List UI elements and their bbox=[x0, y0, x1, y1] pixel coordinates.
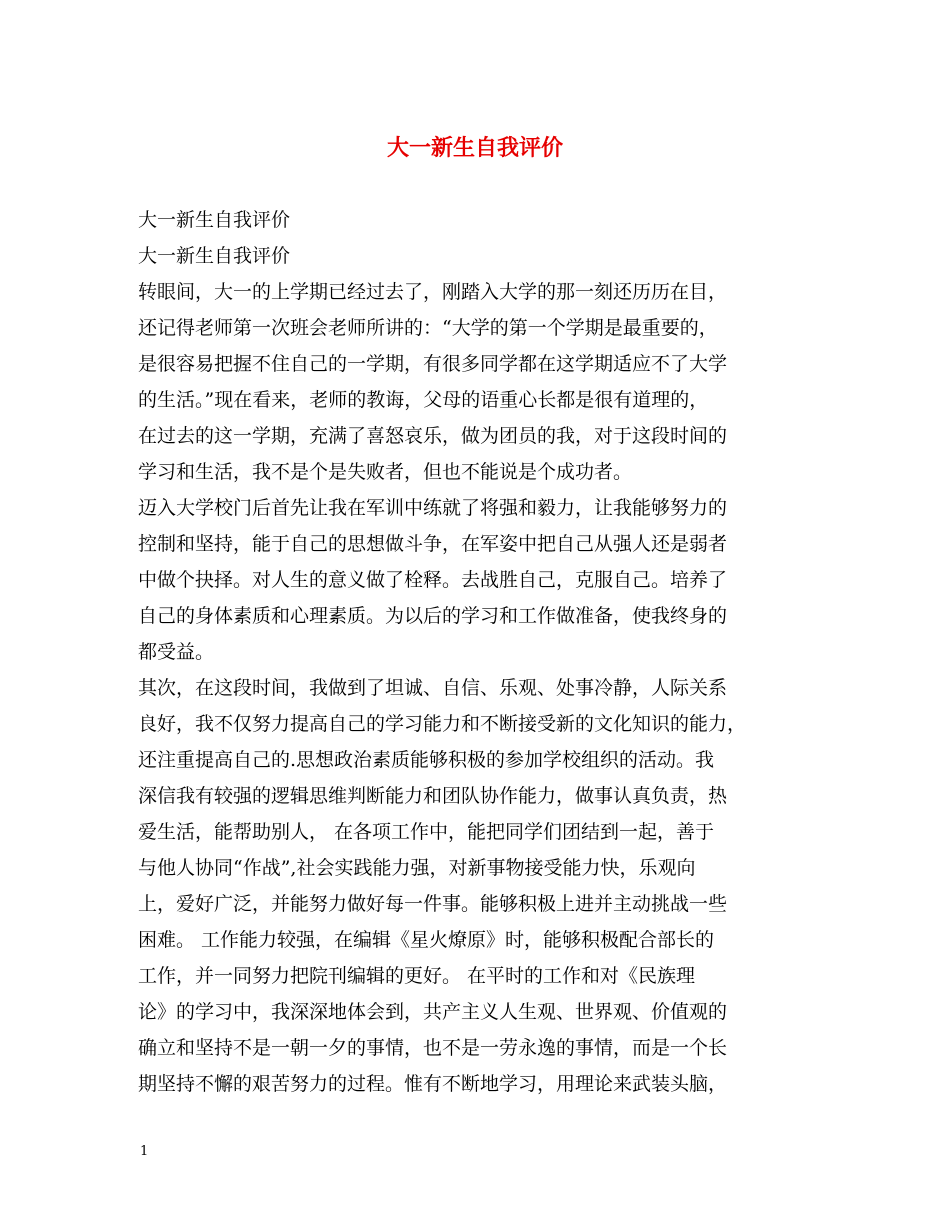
body-line: 控制和坚持，能于自己的思想做斗争，在军姿中把自己从强人还是弱者 bbox=[138, 533, 728, 555]
body-line: 还注重提高自己的.思想政治素质能够积极的参加学校组织的活动。我 bbox=[138, 749, 715, 771]
body-line: 其次，在这段时间，我做到了坦诚、自信、乐观、处事冷静，人际关系 bbox=[138, 677, 728, 699]
body-line: 自己的身体素质和心理素质。为以后的学习和工作做准备，使我终身的 bbox=[138, 605, 728, 627]
body-line: 工作，并一同努力把院刊编辑的更好。 在平时的工作和对《民族理 bbox=[138, 965, 696, 987]
body-line: 期坚持不懈的艰苦努力的过程。惟有不断地学习，用理论来武装头脑， bbox=[138, 1073, 728, 1095]
body-line: 学习和生活，我不是个是失败者，但也不能说是个成功者。 bbox=[138, 461, 633, 483]
body-line: 爱生活，能帮助别人， 在各项工作中，能把同学们团结到一起，善于 bbox=[138, 821, 715, 843]
body-line: 深信我有较强的逻辑思维判断能力和团队协作能力，做事认真负责，热 bbox=[138, 785, 728, 807]
body-line: 迈入大学校门后首先让我在军训中练就了将强和毅力，让我能够努力的 bbox=[138, 497, 728, 519]
document-title: 大一新生自我评价 bbox=[386, 135, 563, 161]
body-line: 确立和坚持不是一朝一夕的事情，也不是一劳永逸的事情，而是一个长 bbox=[138, 1037, 728, 1059]
body-line: 良好，我不仅努力提高自己的学习能力和不断接受新的文化知识的能力， bbox=[138, 713, 747, 735]
body-line: 的生活。”现在看来，老师的教诲，父母的语重心长都是很有道理的， bbox=[138, 389, 709, 411]
body-line: 还记得老师第一次班会老师所讲的：“大学的第一个学期是最重要的， bbox=[138, 317, 718, 339]
body-line: 大一新生自我评价 bbox=[138, 209, 291, 231]
body-line: 是很容易把握不住自己的一学期，有很多同学都在这学期适应不了大学 bbox=[138, 353, 728, 375]
body-line: 论》的学习中，我深深地体会到，共产主义人生观、世界观、价值观的 bbox=[138, 1001, 728, 1023]
body-line: 都受益。 bbox=[138, 641, 215, 663]
document-body bbox=[138, 202, 818, 1102]
body-line: 困难。 工作能力较强，在编辑《星火燎原》时，能够积极配合部长的 bbox=[138, 929, 715, 951]
body-line: 在过去的这一学期，充满了喜怒哀乐，做为团员的我，对于这段时间的 bbox=[138, 425, 728, 447]
body-line: 上，爱好广泛，并能努力做好每一件事。能够积极上进并主动挑战一些 bbox=[138, 893, 728, 915]
page-number: 1 bbox=[140, 1144, 149, 1159]
body-line: 转眼间，大一的上学期已经过去了，刚踏入大学的那一刻还历历在目， bbox=[138, 281, 728, 303]
body-line: 与他人协同“作战”,社会实践能力强，对新事物接受能力快，乐观向 bbox=[138, 857, 696, 879]
body-line: 中做个抉择。对人生的意义做了栓释。去战胜自己，克服自己。培养了 bbox=[138, 569, 728, 591]
body-line: 大一新生自我评价 bbox=[138, 245, 291, 267]
